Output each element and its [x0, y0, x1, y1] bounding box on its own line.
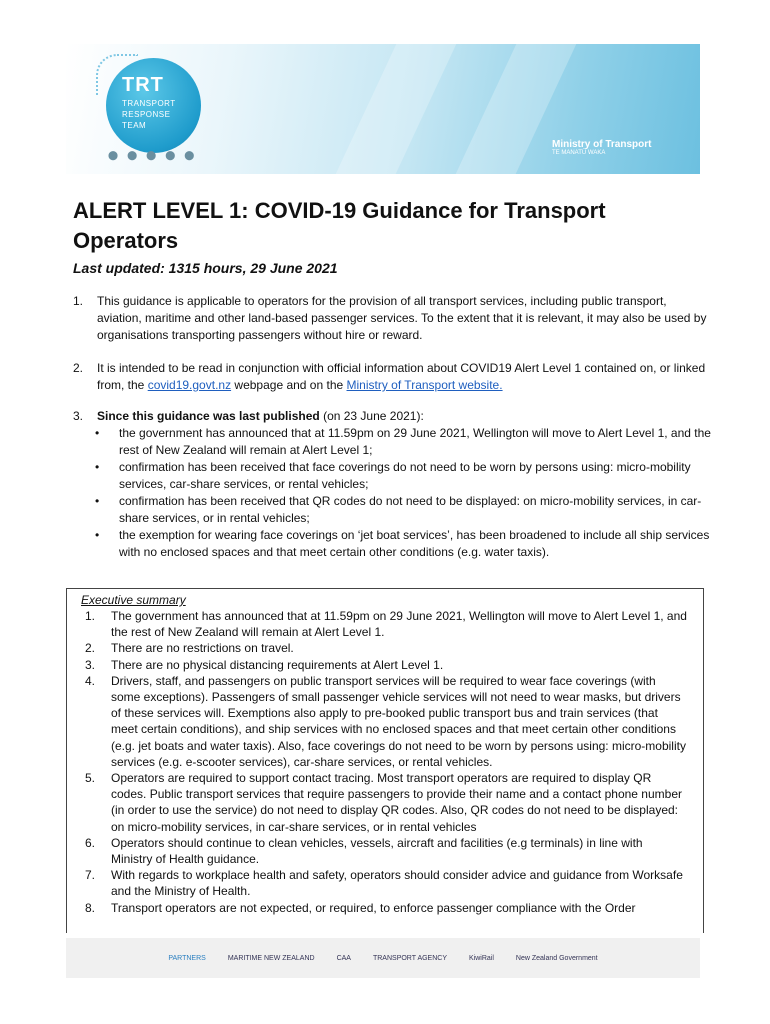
partner-logo: New Zealand Government	[515, 954, 598, 962]
ministry-of-transport-logo: Ministry of Transport TE MANATŪ WAKA	[552, 139, 652, 156]
executive-summary-box	[66, 588, 704, 933]
list-item: 5. Operators are required to support contact tracing. Most transport operators are required to display QR codes. Public transport services that require passengers to provide their name and a contact phone number (in order to use the service) do not need to display QR codes. Also, QR codes do not need to be displayed: on micro-mobility services, in car-share services, or in rental vehicles	[85, 771, 682, 834]
paragraph-1: 1. This guidance is applicable to operators for the provision of all transport services, including public transport, aviation, maritime and other land-based passenger services. To the extent that it is relevant, it may also be used by organisations transporting passengers without hire or reward.	[73, 294, 707, 342]
list-item: 6. Operators should continue to clean vehicles, vessels, aircraft and facilities (e.g terminals) in line with Ministry of Health guidance.	[85, 835, 643, 867]
list-item: • confirmation has been received that QR codes do not need to be displayed: on micro-mobility services, in car-share services, or in rental vehicles;	[95, 494, 702, 525]
list-item: 2. There are no restrictions on travel.	[85, 641, 294, 656]
partners-footer	[66, 938, 700, 978]
partner-logo: TRANSPORT AGENCY	[372, 954, 448, 962]
list-item: • confirmation has been received that face coverings do not need to be worn by persons using: micro-mobility services, car-share services, or rental vehicles;	[95, 460, 691, 491]
list-item: • the government has announced that at 11.59pm on 29 June 2021, Wellington will move to Alert Level 1, and the rest of New Zealand will remain at Alert Level 1;	[95, 426, 711, 457]
list-item: 3. There are no physical distancing requirements at Alert Level 1.	[85, 657, 444, 672]
banner-decoration	[336, 44, 457, 174]
partner-logo: MARITIME NEW ZEALAND	[227, 954, 315, 962]
covid19-link[interactable]: covid19.govt.nz	[147, 378, 232, 392]
partners-label: PARTNERS	[168, 954, 206, 962]
list-item: • the exemption for wearing face coverings on ‘jet boat services’, has been broadened to include all ship services with no enclosed spaces and that meet certain other conditions (e.g. water taxis).	[95, 528, 710, 559]
header-banner	[66, 44, 700, 174]
ministry-website-link[interactable]: Ministry of Transport website.	[346, 378, 503, 392]
paragraph-3: 3. Since this guidance was last published (on 23 June 2021): • the government has announced that at 11.59pm on 29 June 2021, Wellington will move to Alert Level 1, and the rest of New Zealand will remain at Alert Level 1; • confirmation has been received that face coverings do not need to be worn by persons using: micro-mobility services, car-share services, or rental vehicles; • confirmation has been received that QR codes do not need to be displayed: on micro-mobility services, in car-share services, or in rental vehicles; • the exemption for wearing face coverings on ‘jet boat services’, has been broadened to include all ship services with no enclosed spaces and that meet certain other conditions (e.g. water taxis).	[73, 408, 713, 561]
partner-logo: CAA	[336, 954, 351, 962]
list-item: 8. Transport operators are not expected, or required, to enforce passenger compliance with the Order	[85, 900, 636, 915]
executive-summary-list	[67, 608, 687, 916]
page-title: ALERT LEVEL 1: COVID-19 Guidance for Transport Operators	[73, 198, 606, 253]
trt-logo-text: TRT	[122, 74, 164, 96]
transport-mode-icons: ⬤⬤⬤⬤⬤	[108, 150, 204, 160]
changes-list	[73, 425, 713, 561]
list-item: 7. With regards to workplace health and safety, operators should consider advice and guidance from Worksafe and the Ministry of Health.	[85, 868, 683, 899]
executive-summary-heading: Executive summary	[81, 593, 186, 607]
last-updated: Last updated: 1315 hours, 29 June 2021	[73, 260, 338, 276]
list-item: 4. Drivers, staff, and passengers on public transport services will be required to wear face coverings (with some exceptions). Passengers of small passenger vehicle services will not need to wear masks, but drivers of these services will. Exemptions also apply to pre-booked public transport bus and train services (that meet certain conditions), and ship services with no enclosed spaces and that meet certain other conditions (e.g. jet boats and water taxis). Also, face coverings do not need to be worn by persons using: micro-mobility services (e.g. e-scooter services), car-share services, or rental vehicles.	[85, 673, 686, 769]
partner-logo: KiwiRail	[469, 954, 494, 962]
paragraph-2: 2. It is intended to be read in conjunction with official information about COVID19 Alert Level 1 contained on, or linked from, the covid19.govt.nz webpage and on the Ministry of Transport website.	[73, 361, 706, 392]
trt-logo-subtext: TRANSPORT RESPONSE TEAM	[122, 99, 176, 130]
list-item: 1. The government has announced that at 11.59pm on 29 June 2021, Wellington will move to Alert Level 1, and the rest of New Zealand will remain at Alert Level 1.	[85, 609, 687, 640]
